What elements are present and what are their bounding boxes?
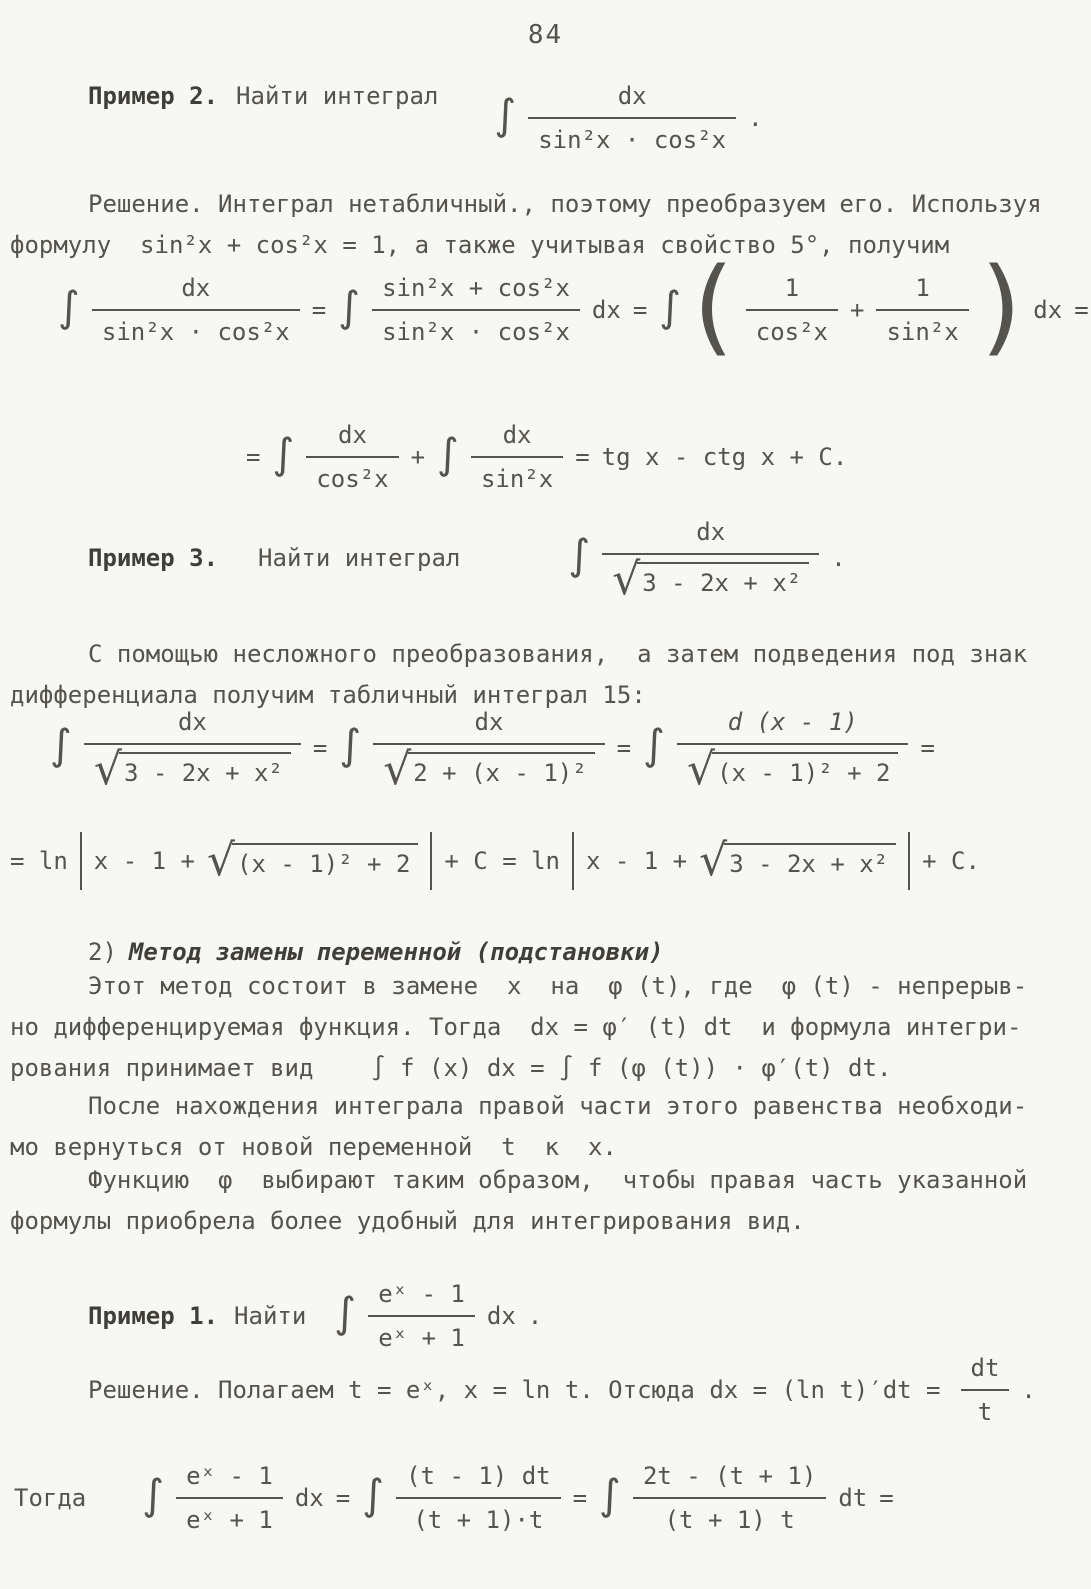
integral-icon: ∫ <box>643 720 666 770</box>
fraction <box>471 421 563 493</box>
paragraph-line: Этот метод состоит в замене x на φ (t), где φ (t) - непрерыв- <box>88 972 1028 1000</box>
example1-prompt: Найти <box>234 1302 307 1330</box>
fraction-numerator: sin²x + cos²x <box>382 274 570 302</box>
fraction-denominator: sin²x · cos²x <box>372 309 580 346</box>
fraction-numerator: dt <box>970 1354 1000 1382</box>
square-root <box>687 744 898 795</box>
fraction-denominator <box>373 743 604 795</box>
fraction <box>633 1462 826 1534</box>
equals-sign: = <box>879 1484 894 1512</box>
section2-paragraph1 <box>10 966 1027 1089</box>
differential-dt: dt <box>838 1484 868 1512</box>
example2-label: Пример 2. <box>88 82 219 110</box>
example2-heading-line <box>88 82 763 154</box>
paragraph-line: После нахождения интеграла правой части этого равенства необходи- <box>88 1092 1028 1120</box>
radicand: (x - 1)² + 2 <box>712 752 898 787</box>
square-root <box>383 744 594 795</box>
fraction <box>373 708 604 795</box>
plus-sign: + <box>850 296 865 324</box>
fraction <box>306 421 398 493</box>
integral-icon: ∫ <box>494 90 517 139</box>
fraction-denominator: cos²x <box>746 309 838 346</box>
example3-derivation-line2 <box>10 832 980 890</box>
expression-fragment: + C = ln <box>444 847 560 875</box>
fraction-denominator <box>84 743 301 795</box>
equals-sign: = <box>1074 296 1089 324</box>
fraction <box>372 274 580 346</box>
square-root <box>612 554 809 605</box>
paragraph-line: мо вернуться от новой переменной t к x. <box>10 1133 617 1161</box>
integral-icon: ∫ <box>58 282 80 331</box>
fraction-denominator: sin²x · cos²x <box>528 117 736 154</box>
equals-sign: = <box>575 443 590 471</box>
fraction-denominator: eˣ + 1 <box>368 1315 475 1352</box>
fraction <box>176 1462 283 1534</box>
fraction-numerator: dx <box>617 82 647 110</box>
integral-icon: ∫ <box>50 720 72 770</box>
absolute-value-bar <box>572 832 574 890</box>
integral-icon: ∫ <box>599 1470 621 1519</box>
radicand: 3 - 2x + x² <box>119 752 291 787</box>
radicand: 3 - 2x + x² <box>637 562 809 597</box>
fraction-numerator: dx <box>338 421 367 449</box>
example2-derivation-line2 <box>246 421 847 493</box>
equals-sign: = <box>312 734 328 763</box>
fraction-numerator: 1 <box>784 274 800 302</box>
fraction <box>92 274 300 346</box>
example3-integral-formula <box>568 518 846 605</box>
radical-icon: √ <box>687 744 716 795</box>
example2-derivation-line1: ∫ $\frac{dx}{\text{sin²x · cos²x}}$ = ∫ $\frac{\text{sin²x + cos²x}}{\text{sin²x · cos²x}}$ dx = ∫ ( $\frac{1}{\text{cos²x}}$ + $\frac{1}{\text{sin²x}}$ ) dx = <box>58 245 1089 367</box>
expression-fragment: x - 1 + <box>93 847 195 875</box>
radicand: 3 - 2x + x² <box>724 843 896 878</box>
period: . <box>748 104 763 132</box>
radicand: (x - 1)² + 2 <box>232 843 418 878</box>
differential-dx: dx <box>486 1302 516 1330</box>
radical-icon: √ <box>612 554 641 605</box>
fraction-denominator: eˣ + 1 <box>176 1497 283 1534</box>
fraction <box>961 1354 1010 1426</box>
equals-sign: = <box>311 296 327 324</box>
absolute-value-bar <box>430 832 432 890</box>
example3-paragraph <box>10 634 1027 716</box>
equals-sign: = <box>246 443 261 471</box>
differential-dx: dx <box>1033 296 1063 324</box>
fraction <box>602 518 819 605</box>
fraction <box>84 708 301 795</box>
example2-integral-formula <box>494 82 762 154</box>
paragraph-line: Решение. Интеграл нетабличный., поэтому преобразуем его. Используя <box>88 190 1042 218</box>
solution-text: Решение. Полагаем t = eˣ, x = ln t. Отсюда dx = (ln t)′dt = <box>88 1376 941 1404</box>
period: . <box>1021 1376 1036 1404</box>
radicand: 2 + (x - 1)² <box>408 752 594 787</box>
integral-icon: ∫ <box>142 1470 165 1519</box>
radical-icon: √ <box>93 744 122 795</box>
example3-label: Пример 3. <box>88 544 219 573</box>
fraction-denominator: sin²x <box>471 456 563 493</box>
square-root <box>699 834 896 886</box>
radical-icon: √ <box>206 834 235 886</box>
example2-solution-paragraph <box>10 184 1042 266</box>
integral-icon: ∫ <box>362 1470 385 1519</box>
square-root <box>93 744 291 795</box>
fraction-numerator: dx <box>474 708 504 736</box>
equals-sign: = <box>335 1484 351 1512</box>
paragraph-line: рования принимает вид ∫ f (x) dx = ∫ f (φ (t)) · φ′(t) dt. <box>10 1054 892 1082</box>
section2-paragraph2 <box>10 1086 1027 1168</box>
fraction <box>677 708 908 795</box>
fraction-numerator: dx <box>181 274 211 302</box>
example1-solution-line <box>88 1354 1036 1426</box>
paragraph-line: формулу sin²x + cos²x = 1, а также учитывая свойство 5°, получим <box>10 231 950 259</box>
section2-number: 2) <box>88 938 117 966</box>
fraction-numerator: (t - 1) dt <box>406 1462 551 1490</box>
final-derivation-line <box>14 1462 894 1534</box>
square-root <box>206 834 418 886</box>
example1-heading-line <box>88 1280 542 1352</box>
fraction-numerator: dx <box>696 518 726 546</box>
fraction <box>396 1462 561 1534</box>
equals-sign: = <box>632 296 648 324</box>
equals-sign: = <box>616 734 632 763</box>
equals-sign: = <box>572 1484 588 1512</box>
section2-heading <box>88 938 664 966</box>
page-number: 84 <box>527 20 564 50</box>
fraction-denominator: t <box>961 1389 1010 1426</box>
fraction-numerator: dx <box>177 708 207 736</box>
expression-fragment: + C. <box>922 847 980 875</box>
example2-prompt: Найти интеграл <box>236 82 439 110</box>
equals-ln: = ln <box>10 847 68 875</box>
paragraph-line: С помощью несложного преобразования, а затем подведения под знак <box>88 640 1028 668</box>
paragraph-line: Функцию φ выбирают таким образом, чтобы правая часть указанной <box>88 1166 1028 1194</box>
fraction-denominator: (t + 1)·t <box>396 1497 561 1534</box>
section2-paragraph3 <box>10 1160 1027 1242</box>
integral-icon: ∫ <box>334 1288 357 1337</box>
fraction-denominator <box>677 743 908 795</box>
fraction <box>746 274 838 346</box>
period: . <box>831 544 846 573</box>
fraction-denominator <box>602 553 819 605</box>
fraction-denominator: cos²x <box>306 456 398 493</box>
fraction-numerator: eˣ - 1 <box>186 1462 273 1490</box>
fraction-denominator: sin²x · cos²x <box>92 309 300 346</box>
example1-label: Пример 1. <box>88 1302 219 1330</box>
integral-icon: ∫ <box>272 429 295 478</box>
example3-heading-line <box>88 518 846 605</box>
togda-label: Тогда <box>14 1484 87 1512</box>
absolute-value-bar <box>80 832 82 890</box>
expression-fragment: x - 1 + <box>585 847 688 875</box>
fraction-denominator: sin²x <box>876 309 968 346</box>
radical-icon: √ <box>383 744 412 795</box>
fraction <box>876 274 968 346</box>
fraction-numerator: 2t - (t + 1) <box>642 1462 817 1490</box>
section2-title: Метод замены переменной (подстановки) <box>128 938 664 966</box>
fraction <box>368 1280 475 1352</box>
fraction <box>528 82 736 154</box>
integral-icon: ∫ <box>338 282 361 331</box>
paragraph-line: но дифференцируемая функция. Тогда dx = φ′ (t) dt и формула интегри- <box>10 1013 1022 1041</box>
integral-icon: ∫ <box>437 429 459 478</box>
fraction-numerator: dx <box>502 421 532 449</box>
integral-icon: ∫ <box>568 530 591 580</box>
fraction-denominator: (t + 1) t <box>633 1497 826 1534</box>
example3-prompt: Найти интеграл <box>258 544 461 573</box>
differential-dx: dx <box>294 1484 324 1512</box>
fraction-numerator: eˣ - 1 <box>378 1280 465 1308</box>
plus-sign: + <box>410 443 426 471</box>
paragraph-line: формулы приобрела более удобный для интегрирования вид. <box>10 1207 805 1235</box>
fraction-numerator: 1 <box>915 274 930 302</box>
period: . <box>527 1302 543 1330</box>
example1-integral-formula <box>334 1280 542 1352</box>
radical-icon: √ <box>699 834 728 886</box>
fraction-numerator: d (x - 1) <box>727 708 858 736</box>
differential-dx: dx <box>591 296 621 324</box>
paragraph-line: дифференциала получим табличный интеграл 15: <box>10 681 646 709</box>
equals-sign: = <box>920 734 935 763</box>
absolute-value-bar <box>908 832 910 890</box>
result-expression: tg x - ctg x + C. <box>601 443 848 471</box>
integral-icon: ∫ <box>339 720 362 770</box>
example3-derivation-line1 <box>50 708 935 795</box>
integral-icon: ∫ <box>659 282 682 331</box>
